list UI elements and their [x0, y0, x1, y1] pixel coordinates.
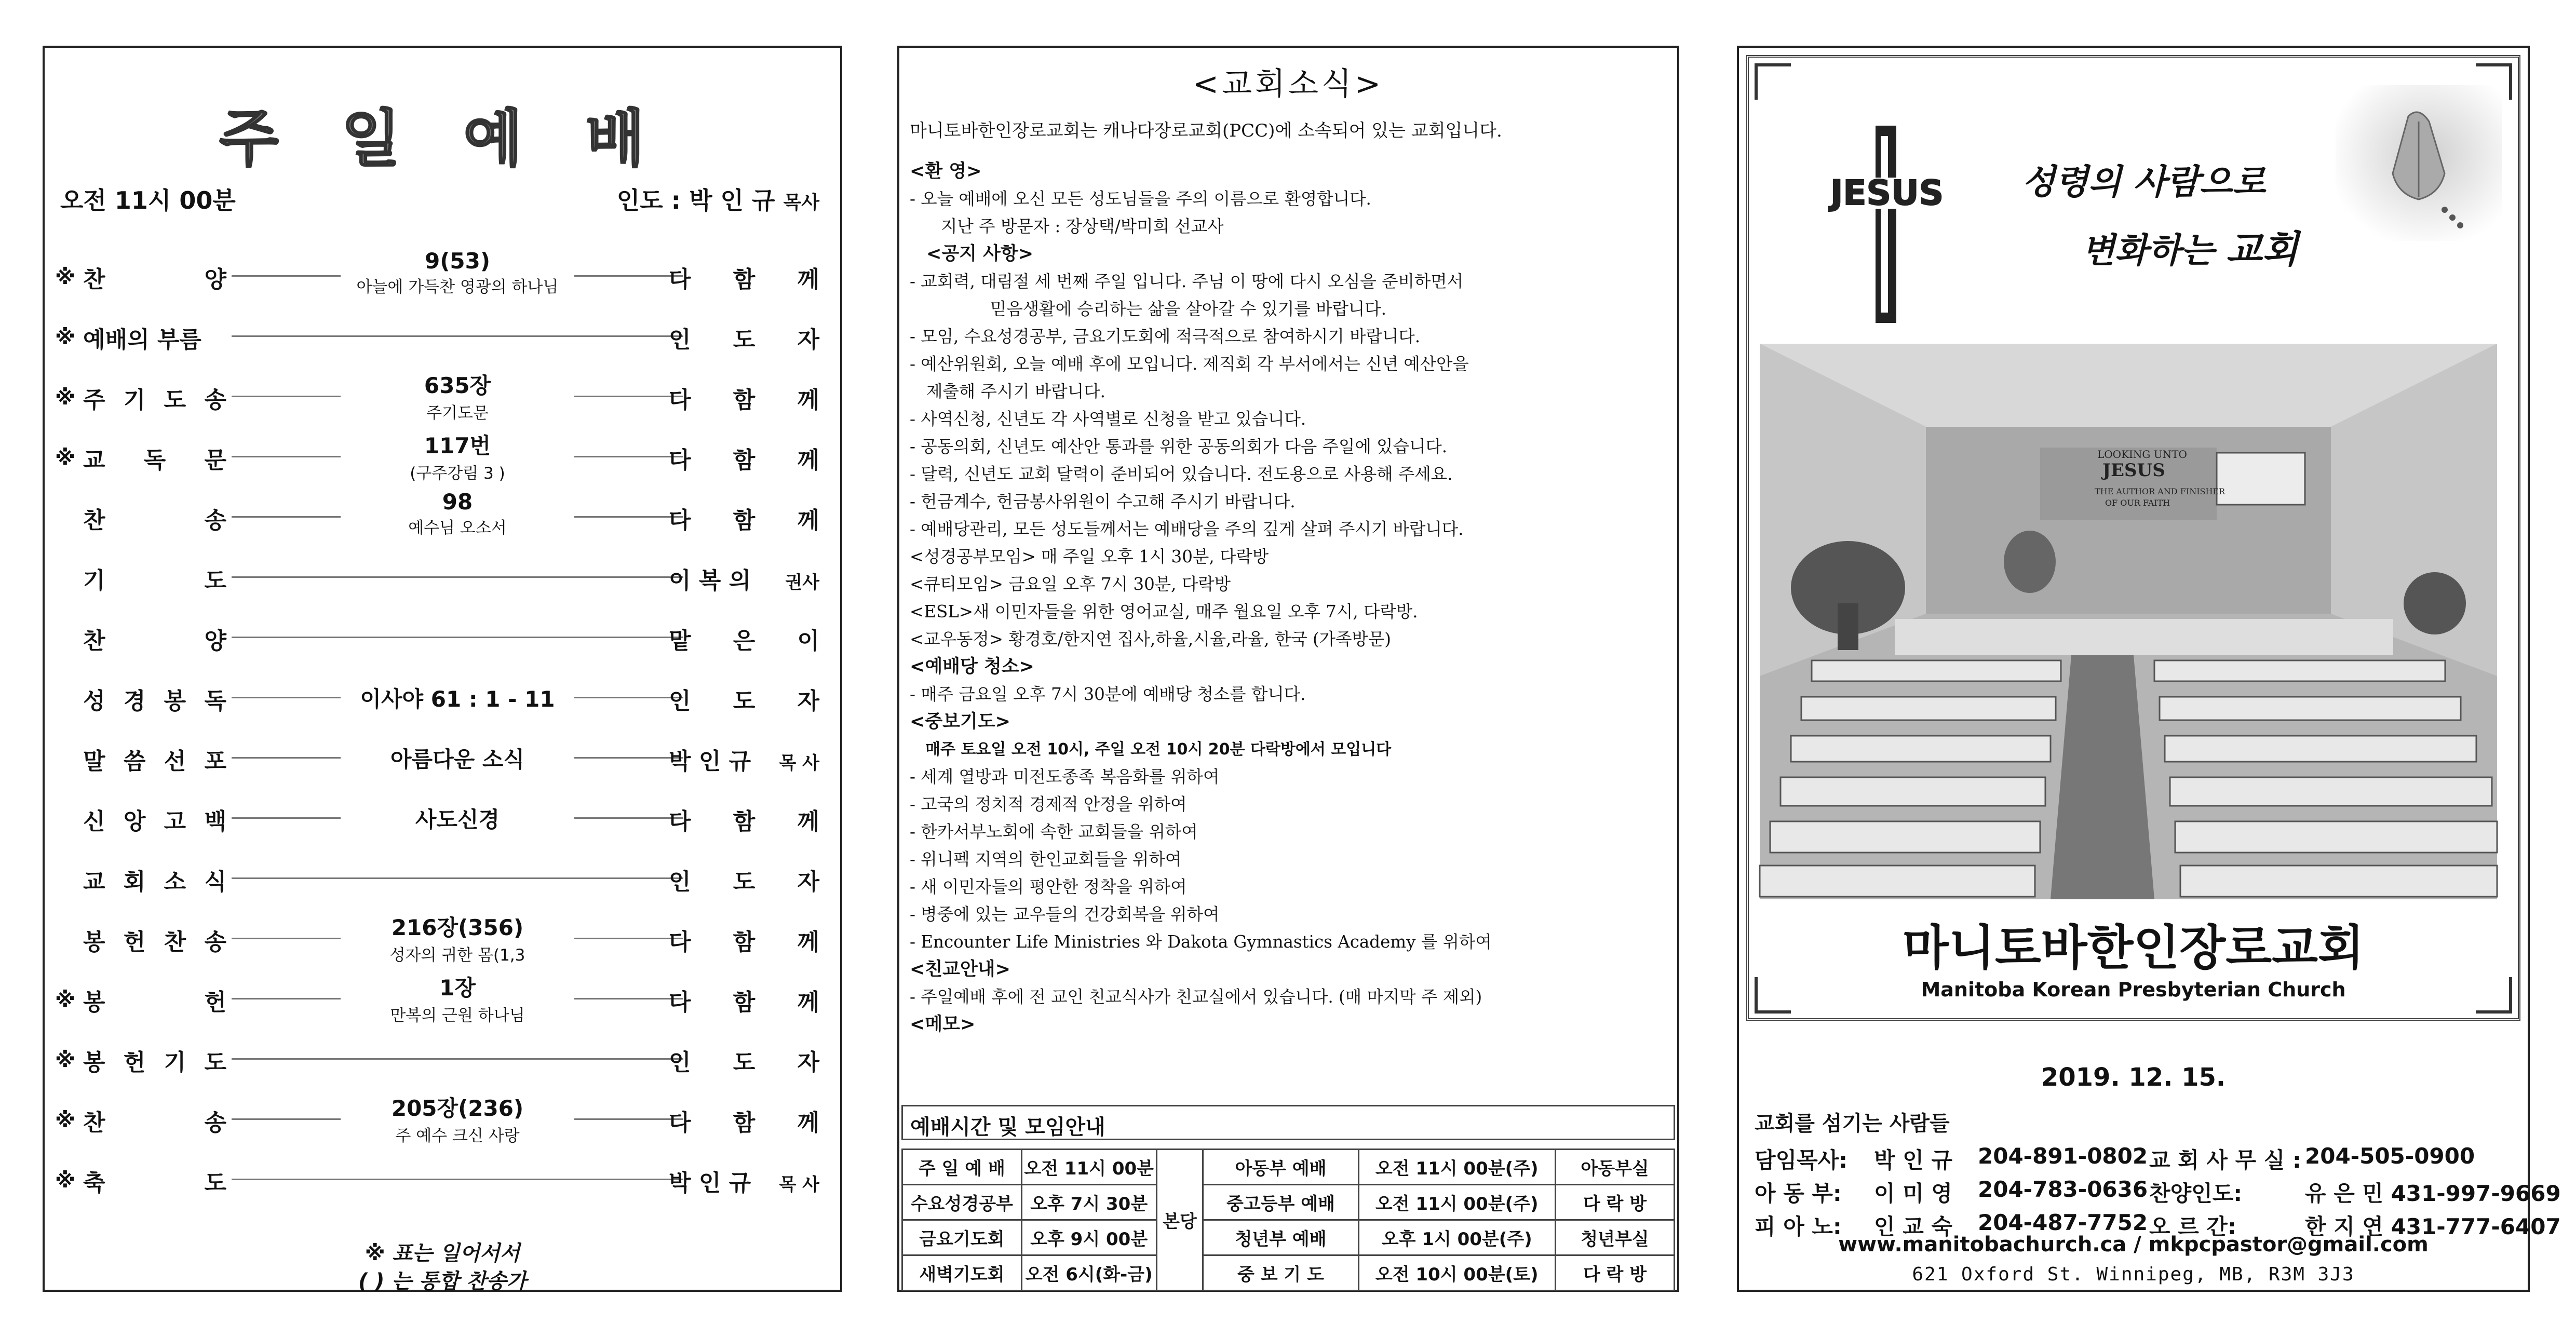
- banner-text-4: OF OUR FAITH: [2105, 498, 2170, 508]
- sanctuary-photo: [1760, 344, 2497, 899]
- announcement-line: - 새 이민자들의 평안한 정착을 위하여: [910, 877, 1187, 897]
- announcement-line: - 교회력, 대림절 세 번째 주일 입니다. 주님 이 땅에 다시 오심을 준비하면서: [910, 272, 1464, 291]
- order-item: [45, 1149, 840, 1206]
- banner-text-1: LOOKING UNTO: [2097, 448, 2187, 461]
- order-item-responsible: 다 함 께: [669, 808, 819, 835]
- announcement-line: <성경공부모임> 매 주일 오후 1시 30분, 다락방: [910, 547, 1269, 566]
- announcement-line: - 병중에 있는 교우들의 건강회복을 위하여: [910, 904, 1220, 924]
- leader-dots: [574, 1118, 683, 1120]
- leader-dots: [232, 456, 341, 457]
- announcement-line: <교우동정> 황경호/한지연 집사,하율,시율,라율, 한국 (가족방문): [910, 629, 1391, 649]
- hymnal-note: ( ) 는 통합 찬송가: [358, 1269, 527, 1293]
- banner-text-2: JESUS: [2102, 460, 2165, 481]
- order-item-content: 이사야 61 : 1 - 11: [360, 686, 555, 712]
- leader-dots: [232, 516, 341, 518]
- order-item-name: ※ 주 기 도 송: [55, 386, 226, 413]
- worship-leader: 인도 : 박 인 규 목사: [616, 186, 819, 214]
- order-item-responsible: 다 함 께: [669, 989, 819, 1016]
- schedule-row: 주 일 예 배 오전 11시 00분 본당 아동부 예배 오전 11시 00분(주) 아동부실: [902, 1150, 1675, 1185]
- announcement-line: - 모임, 수요성경공부, 금요기도회에 적극적으로 참여하시기 바랍니다.: [910, 327, 1421, 346]
- schedule-table: [901, 1149, 1675, 1291]
- announcement-line: - 예산위원회, 오늘 예배 후에 모입니다. 제직회 각 부서에서는 신년 예산안을: [910, 354, 1469, 374]
- order-item-responsible: 다 함 께: [669, 447, 819, 474]
- leader-dots: [232, 1179, 683, 1180]
- order-item-responsible: 다 함 께: [669, 507, 819, 534]
- worship-order-panel: [43, 46, 842, 1292]
- announcement-line: <큐티모임> 금요일 오후 7시 30분, 다락방: [910, 574, 1231, 594]
- announcement-line: 믿음생활에 승리하는 삶을 살아갈 수 있기를 바랍니다.: [990, 299, 1387, 319]
- order-item-responsible: 다 함 께: [669, 929, 819, 955]
- order-item-content: 사도신경: [415, 807, 500, 832]
- announcement-line: - 세계 열방과 미전도종족 복음화를 위하여: [910, 767, 1220, 787]
- order-item-responsible: 다 함 께: [669, 387, 819, 413]
- slogan-line-1: 성령의 사람으로: [2022, 162, 2266, 202]
- announcement-line: - 주일예배 후에 전 교인 친교식사가 친교실에서 있습니다. (매 마지막 주 제외): [910, 987, 1482, 1007]
- order-item: [45, 426, 840, 483]
- leader-dots: [574, 757, 683, 759]
- schedule-heading: 예배시간 및 모임안내: [901, 1105, 1675, 1140]
- announcement-line: <ESL>새 이민자들을 위한 영어교실, 매주 월요일 오후 7시, 다락방.: [910, 602, 1418, 622]
- leader-dots: [574, 456, 683, 457]
- logo-text: JESUS: [1830, 173, 1944, 213]
- order-item-content: 아름다운 소식: [390, 747, 525, 772]
- section-heading: <환 영>: [910, 161, 982, 182]
- order-item-name: ※ 예배의 부름: [55, 326, 201, 353]
- order-item-name: 기 도: [83, 568, 226, 594]
- schedule-row: 금요기도회 오후 9시 00분 청년부 예배 오후 1시 00분(주) 청년부실: [902, 1220, 1675, 1255]
- bulletin-date: 2019. 12. 15.: [2041, 1063, 2226, 1092]
- announcement-line: - 공동의회, 신년도 예산안 통과를 위한 공동의회가 다음 주일에 있습니다.: [910, 437, 1448, 456]
- order-item: [45, 847, 840, 904]
- announcement-line: 지난 주 방문자 : 장상택/박미희 선교사: [941, 217, 1224, 236]
- order-item-content: 1장 만복의 근원 하나님: [390, 975, 525, 1025]
- jesus-cross-logo: [1809, 126, 1965, 323]
- leader-dots: [232, 817, 341, 819]
- order-item-name: ※ 축 도: [55, 1169, 226, 1196]
- order-item: [45, 1088, 840, 1145]
- order-item-content: 635장 주기도문: [424, 373, 491, 423]
- order-item-content: 117번 (구주강림 3 ): [410, 433, 505, 483]
- order-item: [45, 1028, 840, 1085]
- leader-dots: [574, 817, 683, 819]
- leader-dots: [574, 516, 683, 518]
- announcement-line: - 매주 금요일 오후 7시 30분에 예배당 청소를 합니다.: [910, 684, 1306, 704]
- order-item: [45, 968, 840, 1025]
- announcements: [910, 158, 1667, 1038]
- leader-dots: [574, 697, 683, 698]
- order-item-responsible: 이 복 의 권사: [669, 568, 819, 594]
- order-item-responsible: 다 함 께: [669, 266, 819, 293]
- order-item: [45, 667, 840, 724]
- schedule-row: 새벽기도회 오전 6시(화-금) 중 보 기 도 오전 10시 00분(토) 다 락 방: [902, 1255, 1675, 1291]
- order-item-content: 9(53) 아늘에 가득찬 영광의 하나님: [356, 248, 559, 296]
- announcement-line: - 예배당관리, 모든 성도들께서는 예배당을 주의 깊게 살펴 주시기 바랍니다.: [910, 519, 1464, 539]
- announcement-line: - 한카서부노회에 속한 교회들을 위하여: [910, 822, 1198, 842]
- order-item-name: ※ 교 독 문: [55, 446, 226, 474]
- order-item-name: ※ 찬 송: [55, 1109, 226, 1136]
- order-item-responsible: 인 도 자: [669, 688, 819, 714]
- leader-dots: [232, 275, 341, 277]
- leader-dots: [232, 576, 683, 578]
- order-item: [45, 546, 840, 603]
- frame-corner: [1755, 63, 1791, 100]
- section-heading: <친교안내>: [910, 959, 1010, 980]
- announcement-line: - Encounter Life Ministries 와 Dakota Gymnastics Academy 를 위하여: [910, 932, 1492, 952]
- order-item-name: 찬 양: [83, 628, 226, 654]
- order-item-name: 성 경 봉 독: [83, 688, 226, 714]
- leader-dots: [574, 998, 683, 999]
- leader-dots: [574, 275, 683, 277]
- order-item-responsible: 인 도 자: [669, 869, 819, 895]
- order-item-responsible: 맡 은 이: [669, 628, 819, 654]
- leader-dots: [232, 998, 341, 999]
- leader-dots: [232, 877, 683, 879]
- praying-hands-image: [2336, 85, 2502, 241]
- news-title: <교회소식>: [1192, 66, 1384, 102]
- news-panel: [897, 46, 1679, 1292]
- order-item-name: 찬 송: [83, 507, 226, 534]
- leader-dots: [232, 335, 683, 337]
- leader-dots: [232, 396, 341, 397]
- order-item: [45, 727, 840, 784]
- leader-dots: [232, 1058, 683, 1060]
- cover-panel: JESUS 성령의 사람으로 변화하는 교회 LOOKING UNTO JESUS THE AUTHOR AND FINISHER OF OUR FAITH 마니토바한인장로교회 Manitoba Korean Presbyterian Church 2019. 12. 15. 교회를 섬기는 사람들 담임목사: 박 인 규 204-891-0802 교 회 사 무 실 : 204-505-0900 아 동 부: 이 미 영 204-783-0636 찬양인도: 유 은 민 431-997-9669 피 아 노: 인 교 숙 204-487-7752 오 르 간: 한 지 연 431-777-6407 www.manitobachurch.ca / mkpcpastor@gmail.com 621 Oxford St. Winnipeg, MB, R3M 3J3: [1737, 46, 2530, 1292]
- order-item: [45, 486, 840, 543]
- schedule-row: 수요성경공부 오후 7시 30분 중고등부 예배 오전 11시 00분(주) 다 락 방: [902, 1185, 1675, 1220]
- order-item-name: 신 앙 고 백: [83, 808, 226, 835]
- church-name-english: Manitoba Korean Presbyterian Church: [1921, 978, 2346, 1001]
- church-address: 621 Oxford St. Winnipeg, MB, R3M 3J3: [1912, 1264, 2355, 1285]
- slogan-line-2: 변화하는 교회: [2082, 227, 2299, 271]
- order-item-name: ※ 찬 양: [55, 265, 226, 293]
- announcement-line: - 고국의 정치적 경제적 안정을 위하여: [910, 794, 1187, 814]
- order-item-responsible: 박 인 규 목 사: [669, 748, 819, 775]
- order-item-responsible: 다 함 께: [669, 1110, 819, 1136]
- announcement-line: - 헌금계수, 헌금봉사위원이 수고해 주시기 바랍니다.: [910, 492, 1296, 511]
- news-intro: 마니토바한인장로교회는 캐나다장로교회(PCC)에 소속되어 있는 교회입니다.: [910, 120, 1502, 141]
- order-item-content: 205장(236) 주 예수 크신 사랑: [391, 1096, 524, 1145]
- order-item: [45, 787, 840, 844]
- worship-time: 오전 11시 00분: [60, 186, 236, 214]
- order-item-name: ※ 봉 헌 기 도: [55, 1048, 226, 1076]
- announcement-line: 매주 토요일 오전 10시, 주일 오전 10시 20분 다락방에서 모입니다: [925, 740, 1392, 759]
- leader-dots: [232, 697, 341, 698]
- leader-dots: [232, 637, 683, 638]
- leader-dots: [574, 938, 683, 939]
- announcement-line: - 사역신청, 신년도 각 사역별로 신청을 받고 있습니다.: [910, 409, 1306, 429]
- order-item-name: ※ 봉 헌: [55, 988, 226, 1016]
- order-item: [45, 606, 840, 664]
- main-hall-cell: 본당: [1156, 1150, 1203, 1291]
- worship-title: 주 일 예 배: [219, 103, 666, 174]
- order-item: [45, 305, 840, 362]
- section-heading: <메모>: [910, 1014, 976, 1035]
- order-item-responsible: 박 인 규 목 사: [669, 1170, 819, 1196]
- order-item-name: 교 회 소 식: [83, 869, 226, 895]
- leader-dots: [232, 1118, 341, 1120]
- order-item: [45, 245, 840, 302]
- order-item-content: 98 예수님 오소서: [408, 489, 507, 537]
- leader-dots: [232, 757, 341, 759]
- announcement-line: - 달력, 신년도 교회 달력이 준비되어 있습니다. 전도용으로 사용해 주세요.: [910, 464, 1453, 484]
- announcement-line: - 위니펙 지역의 한인교회들을 위하여: [910, 849, 1182, 869]
- website-email: www.manitobachurch.ca / mkpcpastor@gmail.com: [1838, 1233, 2429, 1257]
- section-heading: <공지 사항>: [926, 244, 1034, 264]
- section-heading: <중보기도>: [910, 711, 1010, 732]
- order-item: [45, 908, 840, 965]
- section-heading: <예배당 청소>: [910, 656, 1034, 677]
- order-item-name: 봉 헌 찬 송: [83, 929, 226, 955]
- banner-text-3: THE AUTHOR AND FINISHER: [2095, 487, 2226, 496]
- leader-dots: [574, 396, 683, 397]
- order-item-responsible: 인 도 자: [669, 327, 819, 353]
- order-item-responsible: 인 도 자: [669, 1049, 819, 1076]
- leader-dots: [232, 938, 341, 939]
- order-item-content: 216장(356) 성자의 귀한 몸(1,3: [389, 915, 525, 965]
- church-name-korean: 마니토바한인장로교회: [1903, 920, 2364, 976]
- staff-heading: 교회를 섬기는 사람들: [1755, 1112, 1950, 1136]
- standing-note: ※ 표는 일어서서: [365, 1241, 520, 1265]
- order-item-name: 말 씀 선 포: [83, 748, 226, 775]
- announcement-line: 제출해 주시기 바랍니다.: [926, 382, 1105, 401]
- order-item: [45, 366, 840, 423]
- announcement-line: - 오늘 예배에 오신 모든 성도님들을 주의 이름으로 환영합니다.: [910, 189, 1371, 209]
